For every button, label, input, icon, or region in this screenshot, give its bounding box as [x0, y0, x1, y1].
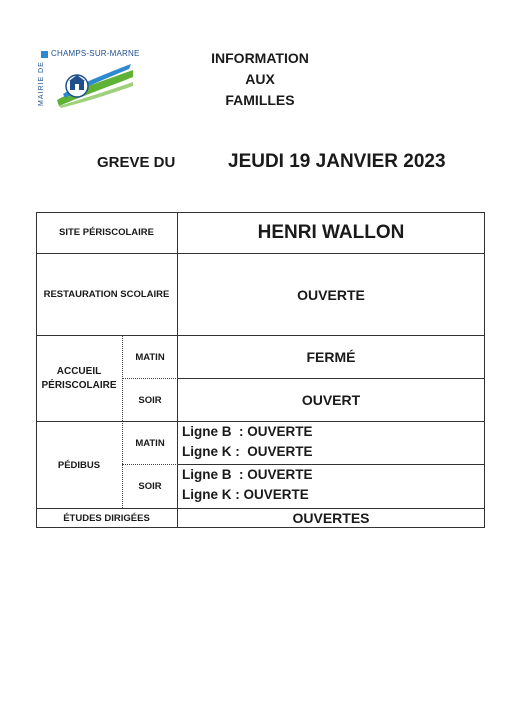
pedibus-matin-value: [178, 422, 484, 464]
pedibus-matin-line-b: Ligne B : OUVERTE: [182, 424, 313, 439]
pedibus-matin-line-k: Ligne K : OUVERTE: [182, 444, 313, 459]
site-value: HENRI WALLON: [257, 221, 405, 243]
accueil-matin-value: FERMÉ: [306, 349, 356, 365]
info-heading: [190, 48, 330, 111]
etudes-label: ÉTUDES DIRIGÉES: [63, 512, 150, 524]
pedibus-matin-label: MATIN: [135, 437, 165, 449]
info-line-2: AUX: [245, 71, 275, 87]
restauration-label: RESTAURATION SCOLAIRE: [43, 289, 170, 300]
accueil-matin-label: MATIN: [135, 351, 165, 363]
accueil-label: [36, 336, 122, 421]
accueil-soir-label: SOIR: [138, 394, 162, 406]
accueil-soir-value: OUVERT: [301, 392, 361, 408]
logo-emblem-icon: [55, 60, 135, 108]
pedibus-soir-value: [178, 465, 484, 508]
table-border-right: [484, 212, 485, 528]
logo-town-name: CHAMPS-SUR-MARNE: [51, 49, 140, 58]
services-table: [36, 212, 485, 528]
strike-date: JEUDI 19 JANVIER 2023: [228, 151, 446, 172]
strike-label: GREVE DU: [97, 154, 176, 171]
info-line-1: INFORMATION: [211, 50, 309, 66]
accueil-label-line-2: PÉRISCOLAIRE: [41, 379, 117, 391]
accueil-label-line-1: ACCUEIL: [56, 365, 102, 377]
pedibus-label: PÉDIBUS: [57, 459, 101, 471]
logo-square-icon: [41, 51, 48, 58]
pedibus-soir-line-k: Ligne K : OUVERTE: [182, 487, 309, 502]
pedibus-soir-line-b: Ligne B : OUVERTE: [182, 467, 313, 482]
pedibus-soir-label: SOIR: [138, 481, 162, 492]
restauration-value: OUVERTE: [297, 286, 365, 303]
table-border-bottom: [36, 527, 485, 528]
site-label: SITE PÉRISCOLAIRE: [58, 227, 154, 238]
logo-mairie-de-text: MAIRIE DE: [38, 61, 45, 107]
info-line-3: FAMILLES: [225, 92, 295, 108]
etudes-value: OUVERTES: [292, 510, 370, 526]
